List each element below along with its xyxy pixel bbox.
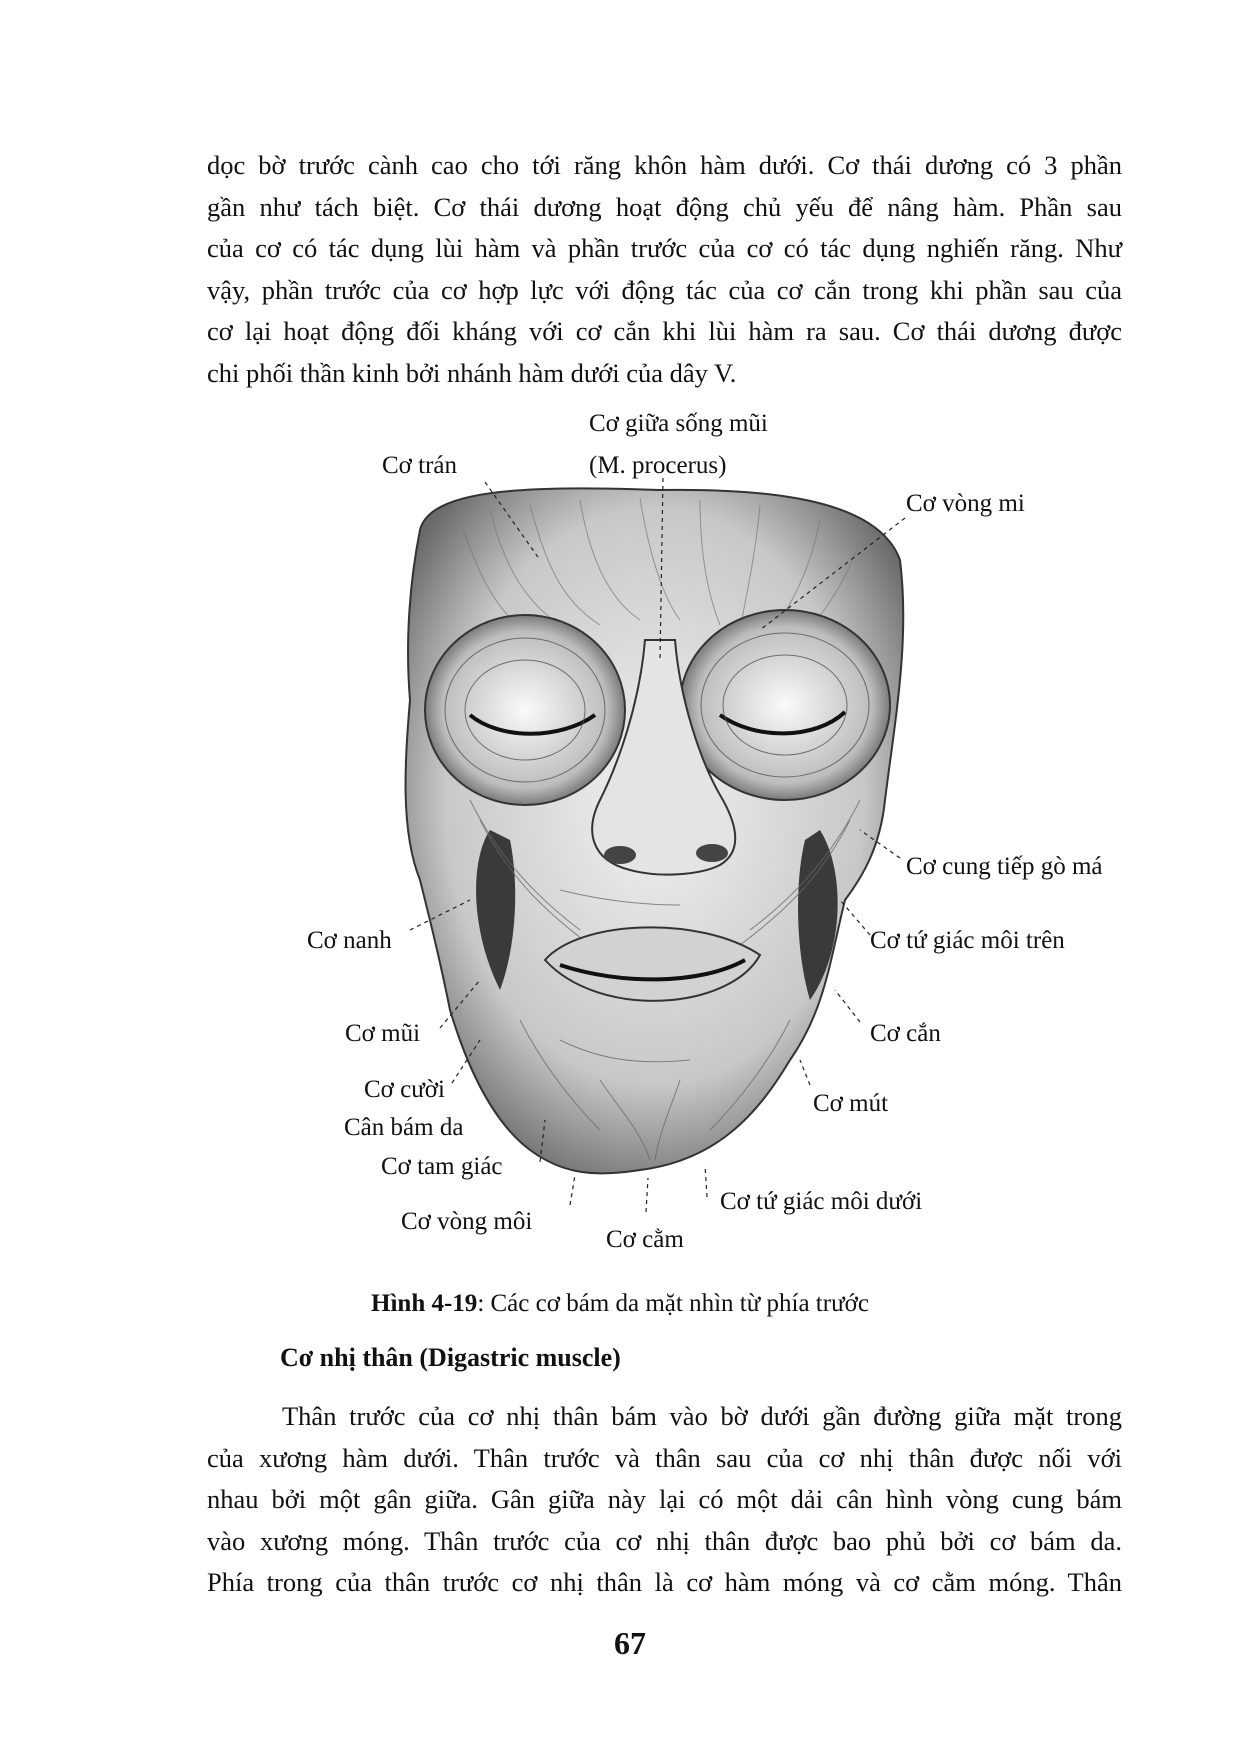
- label-orbicularis-oculi: Cơ vòng mi: [906, 490, 1025, 517]
- label-risorius: Cơ cười: [364, 1076, 445, 1103]
- label-procerus-line1: Cơ giữa sống mũi: [589, 410, 768, 437]
- text-line: nhau bởi một gân giữa. Gân giữa này lại có một dải cân hình vòng cung bám: [207, 1484, 1122, 1515]
- label-nasalis: Cơ mũi: [345, 1020, 421, 1047]
- text-line: Phía trong của thân trước cơ nhị thân là cơ hàm móng và cơ cằm móng. Thân: [207, 1567, 1122, 1598]
- text-line: gần như tách biệt. Cơ thái dương hoạt động chủ yếu để nâng hàm. Phần sau: [207, 191, 1122, 222]
- text-line: Thân trước của cơ nhị thân bám vào bờ dưới gần đường giữa mặt trong: [282, 1401, 1122, 1431]
- page-number: 67: [614, 1625, 646, 1661]
- label-platysma: Cân bám da: [344, 1114, 464, 1141]
- figure-number: Hình 4-19: [371, 1290, 478, 1317]
- text-line: cơ lại hoạt động đối kháng với cơ cắn khi lùi hàm ra sau. Cơ thái dương được: [207, 316, 1122, 347]
- section-heading: Cơ nhị thân (Digastric muscle): [280, 1343, 621, 1372]
- label-triangularis: Cơ tam giác: [381, 1153, 503, 1180]
- leader-line: [800, 1060, 810, 1085]
- label-canine: Cơ nanh: [307, 927, 392, 954]
- figure-caption: [0, 1290, 1240, 1318]
- leader-line: [646, 1178, 648, 1212]
- label-zygomatic: Cơ cung tiếp gò má: [906, 853, 1103, 880]
- left-eye-orbit: [425, 615, 625, 805]
- text-line: vào xương móng. Thân trước của cơ nhị thân được bao phủ bởi cơ bám da.: [207, 1525, 1122, 1556]
- leader-line: [705, 1165, 707, 1197]
- label-procerus-line2: (M. procerus): [589, 452, 727, 479]
- text-line: của xương hàm dưới. Thân trước và thân sau của cơ nhị thân được nối với: [207, 1442, 1122, 1473]
- bottom-paragraph: [207, 1396, 1122, 1604]
- leader-line: [570, 1175, 575, 1205]
- text-line: của cơ có tác dụng lùi hàm và phần trước của cơ có tác dụng nghiến răng. Như: [207, 233, 1122, 264]
- label-mentalis: Cơ cằm: [606, 1226, 684, 1253]
- text-line: dọc bờ trước cành cao cho tới răng khôn hàm dưới. Cơ thái dương có 3 phần: [207, 150, 1122, 180]
- label-levator-labii: Cơ tứ giác môi trên: [870, 927, 1065, 954]
- leader-line: [835, 990, 860, 1022]
- label-orbicularis-oris: Cơ vòng môi: [401, 1208, 533, 1235]
- figure-caption-text: : Các cơ bám da mặt nhìn từ phía trước: [477, 1290, 869, 1317]
- text-line: vậy, phần trước của cơ hợp lực với động tác của cơ cắn trong khi phần sau của: [207, 274, 1122, 305]
- label-masseter: Cơ cắn: [870, 1020, 941, 1047]
- label-buccinator: Cơ mút: [813, 1090, 889, 1117]
- right-eye-orbit: [680, 610, 890, 800]
- label-depressor-labii: Cơ tứ giác môi dưới: [720, 1188, 923, 1215]
- label-frontal: Cơ trán: [382, 452, 458, 479]
- text-line: chi phối thần kinh bởi nhánh hàm dưới của dây V.: [207, 357, 737, 388]
